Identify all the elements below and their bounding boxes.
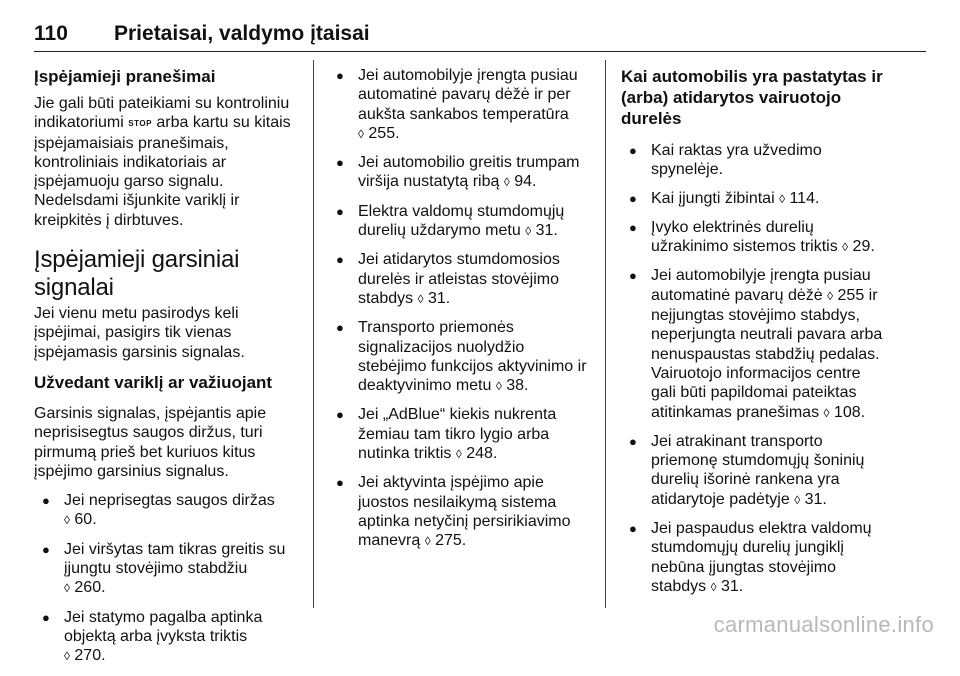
sound-paragraph: Jei vienu metu pasirodys keli įspėjimai, pasigirs tik vienas įspėjamasis garsinis signalas. bbox=[34, 305, 245, 361]
section-heading-warnings: Įspėjamieji pranešimai bbox=[34, 67, 216, 86]
warning-paragraph: Jie gali būti pateikiami su kontroliniu indikatoriumi STOP arba kartu su kitais įspėjamaisiais pranešimais, kontroliniais indikatoriais ar įspėjamuoju garso signalu. Nedelsdami išjunkite variklį ir kreipkitės į dirbtuves. bbox=[34, 95, 291, 229]
starting-list bbox=[34, 491, 306, 666]
bullet-icon: ● bbox=[42, 493, 50, 509]
list-item: ● Jei automobilyje įrengta pusiau automatinė pavarų dėžė ◊ 255 ir neįjungtas stovėjimo stabdys, neperjungta neutrali pavara arba nenuspaustas stabdžių pedalas. Vairuotojo informacijos centre gali būti papildomai pateiktas atitinkamas pranešimas ◊ 108. bbox=[629, 267, 883, 421]
bullet-icon: ● bbox=[629, 219, 637, 235]
reference-arrow-icon: ◊ bbox=[358, 126, 364, 141]
column-divider bbox=[313, 60, 314, 608]
bullet-icon: ● bbox=[336, 155, 344, 171]
page-title: Prietaisai, valdymo įtaisai bbox=[114, 22, 370, 45]
bullet-icon: ● bbox=[629, 268, 637, 284]
bullet-icon: ● bbox=[629, 521, 637, 537]
list-item: ● Jei statymo pagalba aptinka objektą arba įvyksta triktis ◊ 270. bbox=[42, 608, 263, 665]
bullet-icon: ● bbox=[42, 541, 50, 557]
page-reference-link[interactable]: 248. bbox=[466, 445, 498, 463]
bullet-icon: ● bbox=[336, 407, 344, 423]
bullet-icon: ● bbox=[629, 433, 637, 449]
page-reference-link[interactable]: 31. bbox=[804, 490, 827, 508]
bullet-icon: ● bbox=[42, 609, 50, 625]
reference-arrow-icon: ◊ bbox=[417, 291, 424, 306]
page-reference-link[interactable]: 108. bbox=[833, 403, 866, 421]
list-item: ● Jei atidarytos stumdomosios durelės ir atleistas stovėjimo stabdys ◊ 31. bbox=[336, 251, 560, 307]
reference-arrow-icon: ◊ bbox=[64, 513, 70, 528]
page-reference-link[interactable]: 60. bbox=[74, 511, 97, 529]
reference-arrow-icon: ◊ bbox=[842, 240, 849, 255]
list-item: ● Jei „AdBlue“ kiekis nukrenta žemiau tam tikro lygio arba nutinka triktis ◊ 248. bbox=[336, 406, 557, 463]
page-reference-link[interactable]: 114. bbox=[789, 189, 820, 207]
reference-arrow-icon: ◊ bbox=[455, 447, 462, 462]
column-left bbox=[34, 66, 306, 676]
list-item: ● Kai raktas yra užvedimo spynelėje. bbox=[629, 142, 822, 179]
column-right bbox=[621, 66, 893, 606]
page-reference-link[interactable]: 31. bbox=[535, 222, 558, 240]
bullet-icon: ● bbox=[336, 252, 344, 268]
reference-arrow-icon: ◊ bbox=[495, 379, 502, 394]
stop-indicator-icon: STOP bbox=[128, 119, 152, 129]
page-reference-link[interactable]: 29. bbox=[852, 238, 875, 256]
warning-conditions-list bbox=[328, 66, 598, 552]
reference-arrow-icon: ◊ bbox=[823, 405, 830, 420]
reference-arrow-icon: ◊ bbox=[503, 175, 510, 190]
list-item: ● Jei paspaudus elektra valdomų stumdomųjų durelių jungiklį nebūna įjungtas stovėjimo stabdys ◊ 31. bbox=[629, 520, 872, 595]
reference-arrow-icon: ◊ bbox=[827, 288, 834, 303]
reference-arrow-icon: ◊ bbox=[779, 191, 786, 206]
list-item: ● Jei aktyvinta įspėjimo apie juostos nesilaikymą sistema aptinka netyčinį persirikiavimo manevrą ◊ 275. bbox=[336, 474, 571, 550]
list-item: ● Jei atrakinant transporto priemonę stumdomųjų šoninių durelių išorinė rankena yra atidarytoje padėtyje ◊ 31. bbox=[629, 432, 865, 508]
list-item: ● Elektra valdomų stumdomųjų durelių uždarymo metu ◊ 31. bbox=[336, 202, 565, 240]
bullet-icon: ● bbox=[336, 203, 344, 219]
page-reference-link[interactable]: 275. bbox=[435, 532, 467, 550]
list-item: ● Įvyko elektrinės durelių užrakinimo sistemos triktis ◊ 29. bbox=[629, 218, 875, 256]
column-middle bbox=[328, 66, 598, 561]
bullet-icon: ● bbox=[629, 143, 637, 158]
bullet-icon: ● bbox=[336, 68, 344, 83]
starting-paragraph: Garsinis signalas, įspėjantis apie neprisisegtus saugos diržus, turi pirmumą prieš bet kuriuos kitus įspėjimo garsinius signalus. bbox=[34, 404, 267, 480]
page-number: 110 bbox=[34, 22, 68, 45]
list-item: ● Jei automobilyje įrengta pusiau automatinė pavarų dėžė ir per aukšta sankabos temperatūra ◊ 255. bbox=[336, 67, 578, 142]
page-reference-link[interactable]: 255. bbox=[368, 124, 400, 142]
bullet-icon: ● bbox=[629, 190, 637, 206]
bullet-icon: ● bbox=[336, 320, 344, 336]
list-item: ● Jei neprisegtas saugos diržas ◊ 60. bbox=[42, 492, 275, 529]
reference-arrow-icon: ◊ bbox=[64, 649, 70, 664]
page-reference-link[interactable]: 94. bbox=[514, 173, 537, 191]
section-heading-parked: Kai automobilis yra pastatytas ir (arba) atidarytos vairuotojo durelės bbox=[621, 67, 883, 128]
page-reference-link[interactable]: 260. bbox=[74, 579, 106, 597]
list-item: ● Jei automobilio greitis trumpam viršija nustatytą ribą ◊ 94. bbox=[336, 154, 580, 191]
reference-arrow-icon: ◊ bbox=[424, 534, 431, 549]
reference-arrow-icon: ◊ bbox=[710, 579, 717, 594]
bullet-icon: ● bbox=[336, 475, 344, 491]
list-item: ● Jei viršytas tam tikras greitis su įjungtu stovėjimo stabdžiu ◊ 260. bbox=[42, 540, 286, 597]
list-item: ● Transporto priemonės signalizacijos nuolydžio stebėjimo funkcijos aktyvinimo ir deaktyvinimo metu ◊ 38. bbox=[336, 319, 587, 395]
page-reference-link[interactable]: 31. bbox=[720, 577, 744, 595]
section-heading-sound-signals: Įspėjamieji garsiniai signalai bbox=[34, 246, 240, 302]
reference-arrow-icon: ◊ bbox=[64, 581, 70, 596]
watermark: carmanualsonline.info bbox=[713, 612, 934, 637]
page-reference-link[interactable]: 255 ir bbox=[837, 286, 878, 304]
page-reference-link[interactable]: 31. bbox=[427, 289, 451, 307]
list-item: ● Kai įjungti žibintai ◊ 114. bbox=[629, 189, 820, 207]
reference-arrow-icon: ◊ bbox=[794, 492, 801, 507]
parked-conditions-list bbox=[621, 141, 893, 597]
reference-arrow-icon: ◊ bbox=[525, 224, 532, 239]
page-header bbox=[34, 20, 926, 52]
page-reference-link[interactable]: 38. bbox=[506, 377, 529, 395]
page-reference-link[interactable]: 270. bbox=[74, 647, 106, 665]
section-heading-starting: Užvedant variklį ar važiuojant bbox=[34, 372, 273, 392]
column-divider bbox=[605, 60, 606, 608]
